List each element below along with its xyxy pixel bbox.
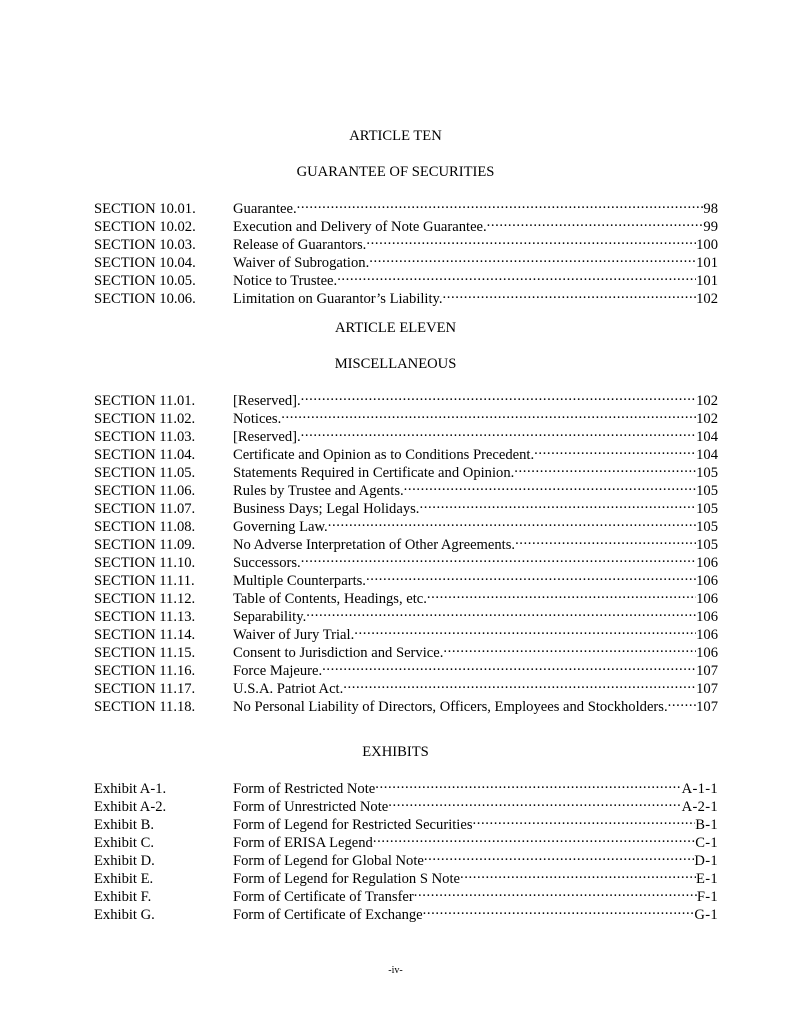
article-ten-subheading: GUARANTEE OF SECURITIES — [296, 164, 495, 180]
dot-leader — [337, 267, 696, 285]
article-eleven-subheading: MISCELLANEOUS — [334, 356, 457, 372]
dot-leader — [515, 531, 696, 549]
toc-entry-label: SECTION 10.06. — [94, 291, 196, 307]
dot-leader — [419, 495, 696, 513]
toc-entry-label: Exhibit F. — [94, 889, 152, 905]
toc-entry-page-number: 107 — [696, 663, 718, 679]
toc-entry-label: SECTION 10.04. — [94, 255, 196, 271]
toc-entry-label: SECTION 10.05. — [94, 273, 196, 289]
dot-leader — [414, 883, 697, 901]
toc-entry-title: Form of Restricted Note — [233, 781, 376, 797]
toc-entry-label: SECTION 10.03. — [94, 237, 196, 253]
toc-entry-title: Governing Law. — [233, 519, 328, 535]
toc-entry-page-number: 107 — [696, 681, 718, 697]
dot-leader — [297, 195, 704, 213]
dot-leader — [354, 621, 696, 639]
toc-entry-label: SECTION 11.09. — [94, 537, 196, 553]
exhibits-toc — [94, 775, 718, 923]
toc-entry-title: [Reserved]. — [233, 429, 301, 445]
toc-entry-page-number: 106 — [696, 591, 718, 607]
dot-leader — [306, 603, 696, 621]
toc-entry-label: SECTION 11.04. — [94, 447, 196, 463]
toc-entry-label: SECTION 11.02. — [94, 411, 196, 427]
toc-entry-page-number: 105 — [696, 501, 718, 517]
toc-entry-page-number: 100 — [696, 237, 718, 253]
toc-entry-title: Business Days; Legal Holidays. — [233, 501, 420, 517]
dot-leader — [301, 387, 696, 405]
toc-entry-page-number: 106 — [696, 627, 718, 643]
toc-entry-label: SECTION 11.10. — [94, 555, 196, 571]
dot-leader — [534, 441, 696, 459]
toc-entry-title: Release of Guarantors. — [233, 237, 367, 253]
toc-entry-page-number: 101 — [696, 273, 718, 289]
toc-entry-title: Rules by Trustee and Agents. — [233, 483, 404, 499]
toc-entry-label: SECTION 11.16. — [94, 663, 196, 679]
toc-entry-title: Notice to Trustee. — [233, 273, 338, 289]
article-eleven-heading: ARTICLE ELEVEN — [334, 320, 457, 336]
toc-entry-page-number: 104 — [696, 429, 718, 445]
toc-entry-title: Form of Certificate of Exchange — [233, 907, 423, 923]
toc-entry-label: SECTION 11.07. — [94, 501, 196, 517]
toc-entry-label: SECTION 11.01. — [94, 393, 196, 409]
toc-entry-title: Multiple Counterparts. — [233, 573, 366, 589]
toc-entry-label: Exhibit G. — [94, 907, 155, 923]
toc-entry-title: Successors. — [233, 555, 301, 571]
toc-entry-title: Form of Legend for Regulation S Note — [233, 871, 460, 887]
toc-entry-label: SECTION 11.18. — [94, 699, 196, 715]
toc-entry-label: Exhibit E. — [94, 871, 154, 887]
toc-entry-label: SECTION 11.12. — [94, 591, 196, 607]
toc-entry-title: Form of ERISA Legend — [233, 835, 373, 851]
toc-entry-page-number: 106 — [696, 573, 718, 589]
toc-entry-title: Execution and Delivery of Note Guarantee. — [233, 219, 487, 235]
toc-entry-page-number: 102 — [696, 393, 718, 409]
toc-entry-title: Form of Certificate of Transfer — [233, 889, 414, 905]
toc-entry-page-number: 106 — [696, 555, 718, 571]
dot-leader — [343, 675, 696, 693]
article-ten-toc — [94, 195, 718, 307]
dot-leader — [373, 829, 695, 847]
toc-entry-title: U.S.A. Patriot Act. — [233, 681, 344, 697]
toc-entry-title: Form of Legend for Global Note — [233, 853, 424, 869]
toc-entry-label: SECTION 10.01. — [94, 201, 196, 217]
toc-entry-title: Table of Contents, Headings, etc. — [233, 591, 427, 607]
dot-leader — [301, 549, 696, 567]
dot-leader — [427, 585, 696, 603]
toc-entry-page-number: F-1 — [696, 889, 718, 905]
toc-entry-page-number: 106 — [696, 645, 718, 661]
toc-entry-page-number: 105 — [696, 465, 718, 481]
toc-entry-page-number: 107 — [696, 699, 718, 715]
toc-entry-title: Limitation on Guarantor’s Liability. — [233, 291, 443, 307]
toc-entry-page-number: G-1 — [694, 907, 718, 923]
toc-entry-title: Form of Legend for Restricted Securities — [233, 817, 473, 833]
toc-entry-label: Exhibit D. — [94, 853, 155, 869]
toc-entry-title: Statements Required in Certificate and Opinion. — [233, 465, 515, 481]
article-eleven-toc — [94, 387, 718, 715]
toc-entry-title: Guarantee. — [233, 201, 297, 217]
toc-entry-page-number: 102 — [696, 411, 718, 427]
toc-entry-page-number: 105 — [696, 519, 718, 535]
dot-leader — [668, 693, 697, 711]
toc-entry-page-number: B-1 — [695, 817, 718, 833]
toc-entry-page-number: C-1 — [695, 835, 718, 851]
toc-entry-title: [Reserved]. — [233, 393, 301, 409]
toc-entry-page-number: A-1-1 — [681, 781, 718, 797]
dot-leader — [328, 513, 696, 531]
toc-entry-title: No Personal Liability of Directors, Officers, Employees and Stockholders. — [233, 699, 668, 715]
dot-leader — [443, 285, 697, 303]
toc-entry-label: SECTION 11.14. — [94, 627, 196, 643]
toc-entry — [94, 195, 718, 217]
toc-entry-label: SECTION 11.03. — [94, 429, 196, 445]
toc-entry-title: Separability. — [233, 609, 307, 625]
dot-leader — [424, 847, 695, 865]
toc-entry-label: Exhibit A-1. — [94, 781, 167, 797]
dot-leader — [473, 811, 696, 829]
dot-leader — [322, 657, 696, 675]
toc-entry-title: Waiver of Subrogation. — [233, 255, 370, 271]
toc-entry-label: Exhibit A-2. — [94, 799, 167, 815]
dot-leader — [404, 477, 696, 495]
toc-entry-label: SECTION 11.17. — [94, 681, 196, 697]
toc-entry-page-number: 101 — [696, 255, 718, 271]
toc-entry-title: No Adverse Interpretation of Other Agreements. — [233, 537, 516, 553]
toc-entry-page-number: 106 — [696, 609, 718, 625]
toc-entry-label: SECTION 10.02. — [94, 219, 196, 235]
toc-entry-label: Exhibit B. — [94, 817, 154, 833]
dot-leader — [423, 901, 695, 919]
dot-leader — [375, 775, 681, 793]
toc-entry-page-number: 104 — [696, 447, 718, 463]
exhibits-heading: EXHIBITS — [362, 744, 429, 760]
toc-entry-page-number: A-2-1 — [681, 799, 718, 815]
toc-entry-title: Certificate and Opinion as to Conditions Precedent. — [233, 447, 535, 463]
toc-entry-label: SECTION 11.15. — [94, 645, 196, 661]
toc-entry-page-number: E-1 — [696, 871, 718, 887]
toc-entry-page-number: 98 — [703, 201, 718, 217]
toc-entry-title: Waiver of Jury Trial. — [233, 627, 355, 643]
toc-entry-title: Consent to Jurisdiction and Service. — [233, 645, 444, 661]
dot-leader — [460, 865, 696, 883]
dot-leader — [388, 793, 681, 811]
page-number-footer: -iv- — [388, 965, 403, 976]
dot-leader — [487, 213, 704, 231]
article-ten-heading: ARTICLE TEN — [349, 128, 442, 144]
toc-entry — [94, 775, 718, 797]
dot-leader — [369, 249, 696, 267]
toc-entry-label: SECTION 11.06. — [94, 483, 196, 499]
toc-entry-page-number: 105 — [696, 537, 718, 553]
toc-entry-label: SECTION 11.11. — [94, 573, 195, 589]
toc-entry-label: Exhibit C. — [94, 835, 154, 851]
toc-entry-label: SECTION 11.05. — [94, 465, 196, 481]
toc-entry-title: Force Majeure. — [233, 663, 323, 679]
toc-entry-page-number: 99 — [703, 219, 718, 235]
toc-entry-label: SECTION 11.08. — [94, 519, 196, 535]
toc-entry-title: Notices. — [233, 411, 282, 427]
toc-entry-title: Form of Unrestricted Note — [233, 799, 389, 815]
toc-entry-page-number: 102 — [696, 291, 718, 307]
dot-leader — [281, 405, 696, 423]
dot-leader — [366, 567, 696, 585]
toc-entry-label: SECTION 11.13. — [94, 609, 196, 625]
dot-leader — [301, 423, 696, 441]
toc-entry-page-number: D-1 — [694, 853, 718, 869]
toc-entry-page-number: 105 — [696, 483, 718, 499]
dot-leader — [514, 459, 696, 477]
dot-leader — [366, 231, 696, 249]
toc-entry — [94, 387, 718, 409]
dot-leader — [443, 639, 696, 657]
